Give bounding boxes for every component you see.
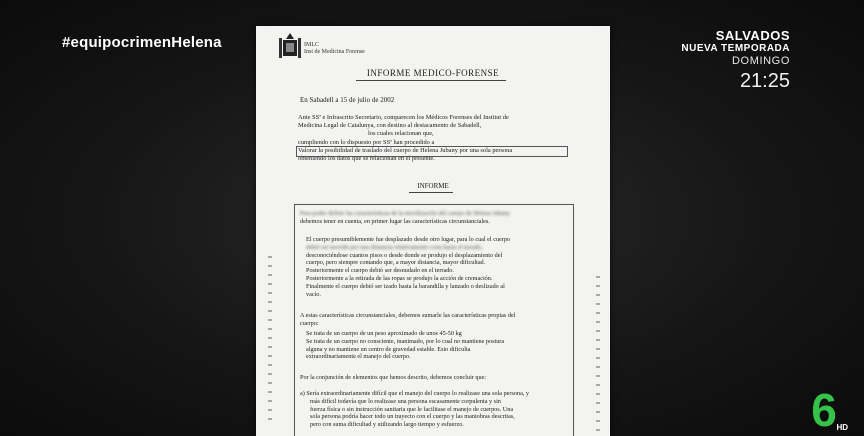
- list-item: El cuerpo presumiblemente fue desplazado desde otro lugar, para lo cual el cuerpo: [306, 236, 511, 243]
- promo-overlay: [681, 29, 790, 92]
- hashtag-overlay: #equipocrimenHelena: [62, 34, 222, 51]
- intro-line: Valorar la posibilidad de traslado del cuerpo de Helena Jubany por una sola persona: [298, 146, 513, 154]
- list-item: debió ser movido por una distancia relativamente corta hasta el terrado,: [306, 243, 483, 251]
- characteristics-list: [300, 330, 564, 361]
- forensic-report-document: [256, 26, 610, 436]
- body-line: Para poder definir las características de la movilización del cuerpo de Helena Jubany: [300, 210, 510, 217]
- list-item: Se trata de un cuerpo no consciente, inanimado, por lo cual no mantiene postura: [306, 337, 505, 345]
- conclusion-paragraph: [300, 390, 564, 429]
- body-line: fuerza física o sin instrucción sanitaria que le facilitase el manejo de cuerpos. Una: [310, 405, 514, 413]
- section-title: INFORME: [417, 182, 449, 190]
- intro-line: Medicina Legal de Catalunya, con destino al destacamento de Sabadell,: [298, 122, 482, 130]
- institution-header: IMLC Inst de Medicina Forense: [304, 42, 365, 55]
- list-item: cuerpo, pero siempre contando que, a mayor distancia, mayor dificultad.: [306, 259, 486, 267]
- coat-of-arms-icon: [278, 32, 302, 62]
- list-item: alguna y no mantiene un centro de gravedad estable. Esto dificulta: [306, 345, 471, 353]
- body-characteristics-paragraph: [300, 312, 564, 328]
- document-date: En Sabadell a 15 de julio de 2002: [300, 96, 395, 104]
- list-item: desconociéndose cuantos pisos o desde donde se produjo el desplazamiento del: [306, 251, 503, 259]
- body-line: debemos tener en cuenta, en primer lugar las características circunstanciales.: [300, 217, 490, 225]
- intro-line: Ante SSª e Infrascrito Secretario, comparecen los Médicos Forenses del Institut de: [298, 114, 509, 121]
- list-item: Se trata de un cuerpo de un peso aproximado de unos 45-50 kg: [306, 330, 462, 337]
- intro-line: cumpliendo con lo dispuesto por SSª han procedido a: [298, 138, 435, 146]
- intro-line: obteniendo los datos que se relacionan en el presente.: [298, 155, 435, 163]
- body-line: cuerpo:: [300, 319, 319, 327]
- promo-day: DOMINGO: [732, 55, 790, 67]
- body-line: más difícil todavía que lo realizase una persona escasamente corpulenta y sin: [310, 397, 501, 405]
- body-line: A estas características circunstanciales, debemos sumarle las características propias del: [300, 312, 516, 319]
- body-line: pero con suma dificultad y utilizando largo tiempo y esfuerzo.: [310, 421, 464, 429]
- title-underline: [356, 80, 506, 81]
- hd-badge: HD: [836, 423, 848, 432]
- left-margin-marks: [268, 256, 272, 426]
- body-line: a) Sería extraordinariamente difícil que el manejo del cuerpo lo realizase una sola persona, y: [300, 390, 530, 397]
- list-item: Finalmente el cuerpo debió ser izado hasta la barandilla y lanzado o deslizado al: [306, 282, 505, 290]
- highlighted-line-box: [296, 146, 568, 157]
- intro-line: los cuales relacionan que,: [368, 130, 434, 138]
- list-item: extraordinariamente el manejo del cuerpo.: [306, 353, 411, 361]
- body-line: sola persona podría hacer todo un trayecto con el cuerpo y las maniobras descritas,: [310, 413, 515, 421]
- channel-logo-text: 6: [811, 386, 837, 430]
- document-title: INFORME MEDICO-FORENSE: [366, 68, 500, 78]
- promo-season: NUEVA TEMPORADA: [681, 43, 790, 54]
- conclusion-intro: Por la conjunción de elementos que hemos descrito, debemos concluir que:: [300, 374, 487, 381]
- list-item: Posteriormente a la retirada de las ropas se produjo la acción de cremación.: [306, 274, 493, 282]
- promo-time: 21:25: [739, 70, 790, 92]
- circumstance-list: [300, 236, 564, 298]
- box-intro: [300, 210, 564, 226]
- list-item: vacío.: [306, 290, 321, 298]
- promo-show: SALVADOS: [715, 28, 790, 43]
- right-margin-marks: [596, 276, 600, 436]
- section-underline: [409, 192, 453, 193]
- list-item: Posteriormente el cuerpo debió ser desnudado en el terrado.: [306, 267, 454, 275]
